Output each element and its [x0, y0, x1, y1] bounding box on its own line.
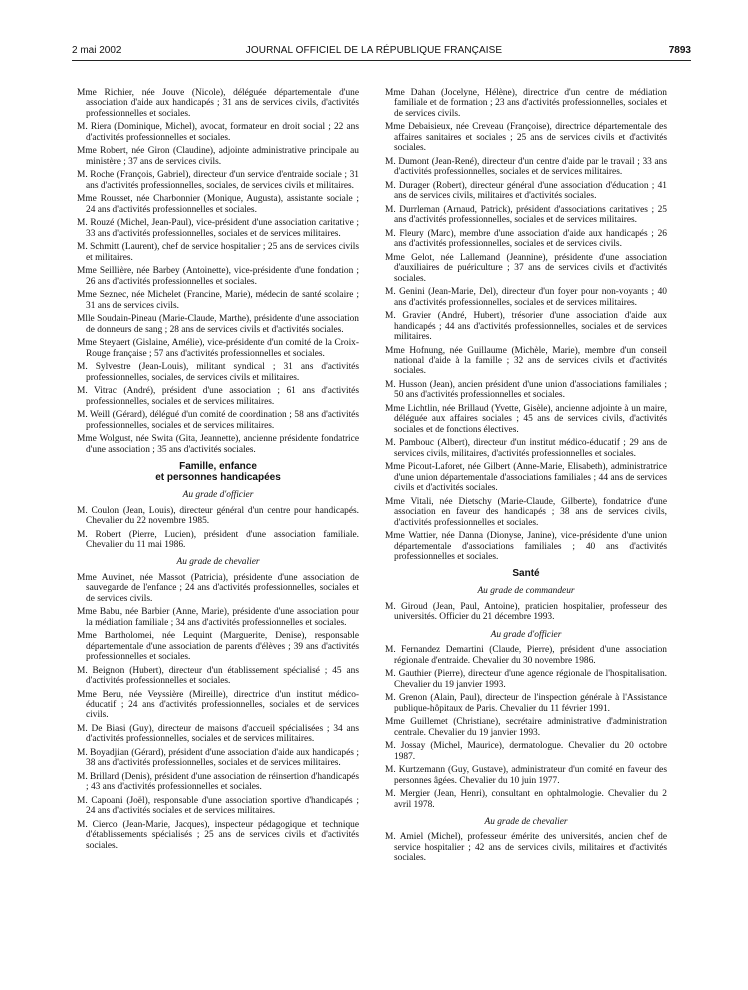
grade-heading-commandeur: Au grade de commandeur: [477, 586, 575, 597]
section-title-sante: Santé: [512, 568, 540, 580]
section-title-line-1: Famille, enfance: [179, 461, 257, 473]
page-number: 7893: [668, 45, 691, 56]
decoration-entry: M. Giroud (Jean, Paul, Antoine), praticien hospitalier, professeur des universités. Officier du 21 décembre 1993.: [385, 601, 667, 623]
decoration-entry: Mme Hofnung, née Guillaume (Michèle, Marie), membre d'un conseil national d'aide à la famille ; 32 ans de services civils et d'activités sociales.: [385, 345, 667, 377]
decoration-entry: M. Pambouc (Albert), directeur d'un institut médico-éducatif ; 29 ans de services civils, militaires, d'activités professionnelles et sociales.: [385, 438, 667, 459]
decoration-entry: Mlle Soudain-Pineau (Marie-Claude, Marthe), présidente d'une association de donneurs de sang ; 28 ans de services civils et d'activités sociales.: [77, 314, 359, 335]
left-entry-list: [77, 88, 359, 455]
decoration-entry: M. Boyadjian (Gérard), président d'une association d'aide aux handicapés ; 38 ans d'activités professionnelles, sociales et de services militaires.: [77, 748, 359, 769]
decoration-entry: M. Gauthier (Pierre), directeur d'une agence régionale de l'hospitalisation. Chevalier du 19 janvier 1993.: [385, 669, 667, 690]
header-rule: [72, 60, 691, 61]
decoration-entry: M. Dumont (Jean-René), directeur d'un centre d'aide par le travail ; 33 ans d'activités professionnelles, sociales et de services militaires.: [385, 156, 667, 178]
decoration-entry: Mme Steyaert (Gislaine, Amélie), vice-présidente d'un comité de la Croix-Rouge française ; 57 ans d'activités professionnelles et sociales.: [77, 338, 359, 359]
left-column: [77, 88, 359, 854]
decoration-entry: Mme Richier, née Jouve (Nicole), déléguée départementale d'une association d'aide aux handicapés ; 31 ans de services civils, d'activités professionnelles et sociales.: [77, 88, 359, 119]
decoration-entry: Mme Debaisieux, née Creveau (Françoise), directrice départementale des affaires sanitaires et sociales ; 25 ans de services civils et d'activités sociales.: [385, 122, 667, 154]
decoration-entry: M. Riera (Dominique, Michel), avocat, formateur en droit social ; 22 ans d'activités professionnelles et sociales.: [77, 122, 359, 143]
grade-heading-officier: Au grade d'officier: [490, 629, 562, 640]
sante-chevalier-list: [385, 832, 667, 863]
decoration-entry: M. Gravier (André, Hubert), trésorier d'une association d'aide aux handicapés ; 44 ans d'activités professionnelles, sociales et de services militaires.: [385, 311, 667, 343]
famille-officier-list: [77, 506, 359, 551]
decoration-entry: Mme Lichtlin, née Brillaud (Yvette, Gisèle), ancienne adjointe à un maire, déléguée aux affaires sociales ; 45 ans de services civils, d'activités sociales et de fonctions électives.: [385, 404, 667, 435]
decoration-entry: M. Coulon (Jean, Louis), directeur général d'un centre pour handicapés. Chevalier du 22 novembre 1985.: [77, 505, 359, 527]
page-header: [0, 45, 748, 59]
decoration-entry: M. Husson (Jean), ancien président d'une union d'associations familiales ; 50 ans d'activités professionnelles et sociales.: [385, 380, 667, 401]
decoration-entry: Mme Beru, née Veyssière (Mireille), directrice d'un institut médico-éducatif ; 24 ans d'activités professionnelles, sociales et de services civils.: [77, 689, 359, 721]
grade-heading-chevalier: Au grade de chevalier: [176, 557, 260, 568]
decoration-entry: M. De Biasi (Guy), directeur de maisons d'accueil spécialisées ; 34 ans d'activités professionnelles, sociales et de services militaires.: [77, 724, 359, 745]
decoration-entry: Mme Auvinet, née Massot (Patricia), présidente d'une association de sauvegarde de l'enfance ; 24 ans d'activités professionnelles, sociales et de services civils.: [77, 572, 359, 604]
decoration-entry: M. Fleury (Marc), membre d'une association d'aide aux handicapés ; 26 ans d'activités professionnelles, sociales et de services civils.: [385, 228, 667, 250]
decoration-entry: M. Beignon (Hubert), directeur d'un établissement spécialisé ; 45 ans d'activités professionnelles et sociales.: [77, 665, 359, 687]
grade-heading-officier: Au grade d'officier: [182, 490, 254, 501]
decoration-entry: M. Brillard (Denis), président d'une association de réinsertion d'handicapés ; 43 ans d'activités professionnelles et sociales.: [77, 772, 359, 793]
issue-date: 2 mai 2002: [72, 45, 122, 56]
decoration-entry: Mme Guillemet (Christiane), secrétaire administrative d'administration centrale. Chevalier du 19 janvier 1993.: [385, 717, 667, 738]
decoration-entry: M. Jossay (Michel, Maurice), dermatologue. Chevalier du 20 octobre 1987.: [385, 741, 667, 762]
journal-title: JOURNAL OFFICIEL DE LA RÉPUBLIQUE FRANÇAISE: [245, 45, 503, 56]
decoration-entry: M. Rouzé (Michel, Jean-Paul), vice-président d'une association caritative ; 33 ans d'activités professionnelles, sociales et de services militaires.: [77, 218, 359, 239]
decoration-entry: M. Sylvestre (Jean-Louis), militant syndical ; 31 ans d'activités professionnelles, sociales, de services civils et militaires.: [77, 362, 359, 383]
decoration-entry: M. Durager (Robert), directeur général d'une association d'éducation ; 41 ans de services civils, militaires et d'activités sociales.: [385, 180, 667, 202]
decoration-entry: M. Cierco (Jean-Marie, Jacques), inspecteur pédagogique et technique d'établissements spécialisés ; 25 ans de services civils et d'activités sociales.: [77, 820, 359, 851]
decoration-entry: Mme Picout-Laforet, née Gilbert (Anne-Marie, Elisabeth), administratrice d'une union départementale d'associations familiales ; 44 ans de services civils et d'activités sociales.: [385, 462, 667, 494]
decoration-entry: M. Robert (Pierre, Lucien), président d'une association familiale. Chevalier du 11 mai 1986.: [77, 529, 359, 551]
sante-officier-list: [385, 645, 667, 810]
section-title-line-2: et personnes handicapées: [155, 472, 281, 484]
decoration-entry: Mme Seznec, née Michelet (Francine, Marie), médecin de santé scolaire ; 31 ans de services civils.: [77, 290, 359, 311]
decoration-entry: Mme Bartholomei, née Lequint (Marguerite, Denise), responsable départementale d'une association de parents d'élèves ; 39 ans d'activités professionnelles et sociales.: [77, 631, 359, 663]
decoration-entry: Mme Gelot, née Lallemand (Jeannine), présidente d'une association d'auxiliaires de puériculture ; 37 ans de services civils et d'activités sociales.: [385, 252, 667, 284]
decoration-entry: M. Schmitt (Laurent), chef de service hospitalier ; 25 ans de services civils et militaires.: [77, 242, 359, 263]
decoration-entry: Mme Wattier, née Danna (Dionyse, Janine), vice-présidente d'une union départementale d'associations familiales ; 40 ans d'activités professionnelles et sociales.: [385, 531, 667, 563]
decoration-entry: Mme Rousset, née Charbonnier (Monique, Augusta), assistante sociale ; 24 ans d'activités professionnelles et sociales.: [77, 194, 359, 215]
decoration-entry: M. Capoani (Joël), responsable d'une association sportive d'handicapés ; 24 ans d'activités sociales et de services militaires.: [77, 796, 359, 817]
decoration-entry: M. Fernandez Demartini (Claude, Pierre), président d'une association régionale d'entraide. Chevalier du 30 novembre 1986.: [385, 645, 667, 666]
right-entry-list: [385, 88, 667, 562]
decoration-entry: Mme Wolgust, née Swita (Gita, Jeannette), ancienne présidente fondatrice d'une association ; 35 ans d'activités sociales.: [77, 434, 359, 455]
decoration-entry: M. Vitrac (André), président d'une association ; 61 ans d'activités professionnelles, sociales et de services militaires.: [77, 386, 359, 407]
decoration-entry: Mme Babu, née Barbier (Anne, Marie), présidente d'une association pour la médiation familiale ; 34 ans d'activités professionnelles et sociales.: [77, 607, 359, 628]
decoration-entry: Mme Vitali, née Dietschy (Marie-Claude, Gilberte), fondatrice d'une association en faveur des handicapés ; 38 ans de services civils, d'activités professionnelles et sociales.: [385, 496, 667, 528]
decoration-entry: M. Grenon (Alain, Paul), directeur de l'inspection générale à l'Assistance publique-hôpitaux de Paris. Chevalier du 11 février 1991.: [385, 693, 667, 714]
section-title-famille: [77, 461, 359, 483]
decoration-entry: M. Genini (Jean-Marie, Del), directeur d'un foyer pour non-voyants ; 40 ans d'activités professionnelles, sociales et de services militaires.: [385, 287, 667, 308]
decoration-entry: Mme Robert, née Giron (Claudine), adjointe administrative principale au ministère ; 37 ans de services civils.: [77, 146, 359, 167]
decoration-entry: M. Amiel (Michel), professeur émérite des universités, ancien chef de service hospitalier ; 42 ans de services civils, militaires et d'activités sociales.: [385, 832, 667, 864]
decoration-entry: M. Durrleman (Arnaud, Patrick), président d'associations caritatives ; 25 ans d'activités professionnelles, sociales et de services militaires.: [385, 204, 667, 226]
sante-commandeur-list: [385, 602, 667, 623]
famille-chevalier-list: [77, 573, 359, 851]
decoration-entry: M. Mergier (Jean, Henri), consultant en ophtalmologie. Chevalier du 2 avril 1978.: [385, 789, 667, 810]
grade-heading-chevalier: Au grade de chevalier: [484, 816, 568, 827]
decoration-entry: Mme Seillière, née Barbey (Antoinette), vice-présidente d'une fondation ; 26 ans d'activités professionnelles et sociales.: [77, 266, 359, 287]
decoration-entry: Mme Dahan (Jocelyne, Hélène), directrice d'un centre de médiation familiale et de formation ; 23 ans d'activités professionnelles, sociales et de services civils.: [385, 88, 667, 119]
decoration-entry: M. Weill (Gérard), délégué d'un comité de coordination ; 58 ans d'activités professionnelles, sociales et de services militaires.: [77, 410, 359, 431]
decoration-entry: M. Kurtzemann (Guy, Gustave), administrateur d'un comité en faveur des personnes âgées. Chevalier du 10 juin 1977.: [385, 765, 667, 786]
decoration-entry: M. Roche (François, Gabriel), directeur d'un service d'entraide sociale ; 31 ans d'activités professionnelles, sociales, de services civils et militaires.: [77, 170, 359, 191]
right-column: [385, 88, 667, 867]
